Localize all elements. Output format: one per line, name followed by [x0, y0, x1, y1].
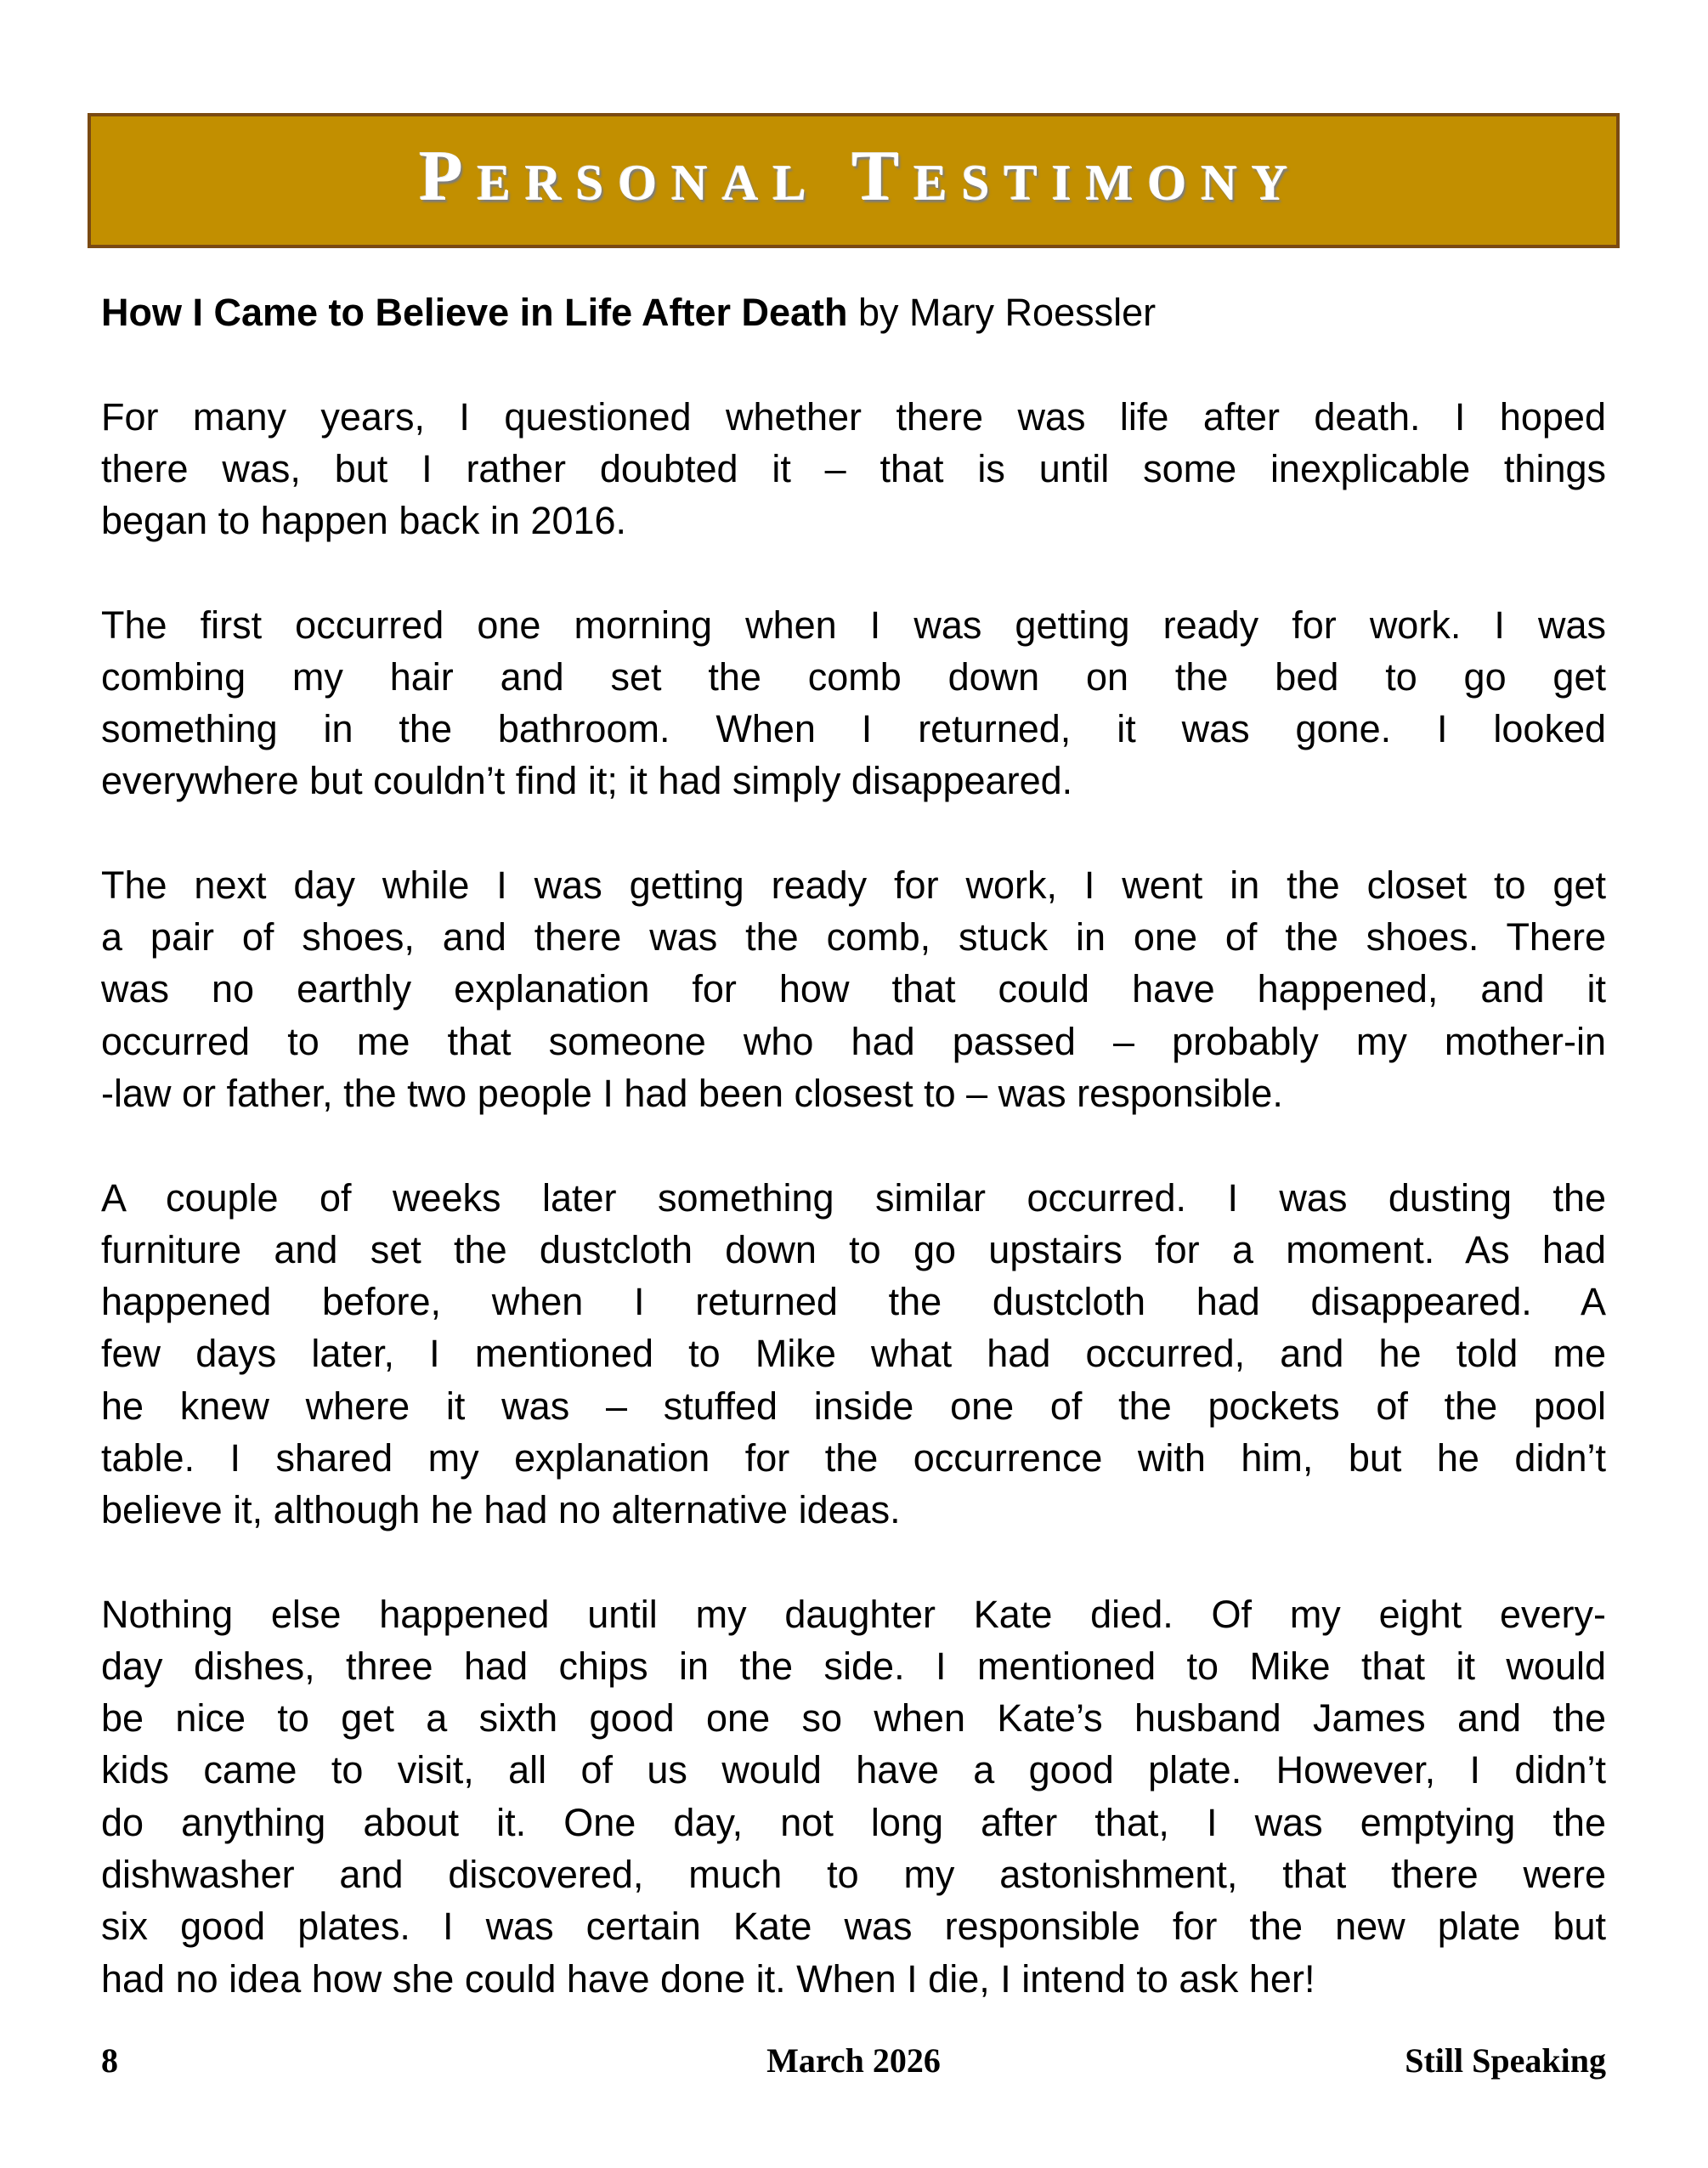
page-number: 8 — [101, 2041, 118, 2080]
text-line: A couple of weeks later something similar occurred. I was dusting the — [101, 1175, 1606, 1220]
text-line: was no earthly explanation for how that could have happened, and it — [101, 967, 1606, 1011]
section-banner — [88, 113, 1620, 248]
text-line: believe it, although he had no alternative ideas. — [101, 1488, 901, 1532]
text-line: combing my hair and set the comb down on the bed to go get — [101, 654, 1606, 699]
paragraph-spacer — [101, 546, 1606, 598]
text-line: The next day while I was getting ready for work, I went in the closet to get — [101, 863, 1606, 907]
text-line: furniture and set the dustcloth down to go upstairs for a moment. As had — [101, 1227, 1606, 1271]
text-line: there was, but I rather doubted it – that is until some inexplicable things — [101, 446, 1606, 490]
text-line: occurred to me that someone who had passed – probably my mother-in — [101, 1019, 1606, 1063]
text-line: happened before, when I returned the dustcloth had disappeared. A — [101, 1280, 1606, 1324]
paragraph-spacer — [101, 1536, 1606, 1588]
text-line: day dishes, three had chips in the side. I mentioned to Mike that it would — [101, 1644, 1606, 1688]
text-line: six good plates. I was certain Kate was responsible for the new plate but — [101, 1905, 1606, 1949]
text-line: For many years, I questioned whether there was life after death. I hoped — [101, 394, 1606, 439]
text-line: The first occurred one morning when I was getting ready for work. I was — [101, 603, 1606, 647]
text-line: he knew where it was – stuffed inside one of the pockets of the pool — [101, 1384, 1606, 1428]
paragraph — [101, 859, 1606, 1119]
text-line: had no idea how she could have done it. When I die, I intend to ask her! — [101, 1956, 1315, 2001]
text-line: do anything about it. One day, not long after that, I was emptying the — [101, 1800, 1606, 1844]
text-line: everywhere but couldn’t find it; it had simply disappeared. — [101, 759, 1073, 803]
paragraph — [101, 599, 1606, 807]
text-line: began to happen back in 2016. — [101, 499, 627, 543]
article-body — [101, 286, 1606, 2005]
text-line: few days later, I mentioned to Mike what had occurred, and he told me — [101, 1332, 1606, 1376]
issue-date: March 2026 — [766, 2041, 941, 2080]
article-heading — [101, 286, 1606, 338]
paragraph — [101, 1172, 1606, 1537]
text-line: -law or father, the two people I had been closest to – was responsible. — [101, 1071, 1283, 1115]
text-line: table. I shared my explanation for the occurrence with him, but he didn’t — [101, 1435, 1606, 1480]
text-line: dishwasher and discovered, much to my astonishment, that there were — [101, 1852, 1606, 1896]
text-line: a pair of shoes, and there was the comb, stuck in one of the shoes. There — [101, 915, 1606, 959]
paragraph — [101, 391, 1606, 547]
text-line: be nice to get a sixth good one so when Kate’s husband James and the — [101, 1696, 1606, 1741]
paragraph-spacer — [101, 807, 1606, 859]
paragraph — [101, 1588, 1606, 2005]
page-footer — [101, 2040, 1606, 2082]
article-title: How I Came to Believe in Life After Death — [101, 291, 848, 334]
article-byline: by Mary Roessler — [847, 291, 1157, 334]
text-line: something in the bathroom. When I returned, it was gone. I looked — [101, 707, 1606, 751]
text-line: kids came to visit, all of us would have a good plate. However, I didn’t — [101, 1748, 1606, 1792]
paragraph-spacer — [101, 338, 1606, 390]
text-line: Nothing else happened until my daughter Kate died. Of my eight every- — [101, 1592, 1606, 1636]
paragraph-spacer — [101, 1119, 1606, 1171]
section-title: Personal Testimony — [419, 137, 1303, 216]
publication-name: Still Speaking — [1405, 2041, 1606, 2080]
